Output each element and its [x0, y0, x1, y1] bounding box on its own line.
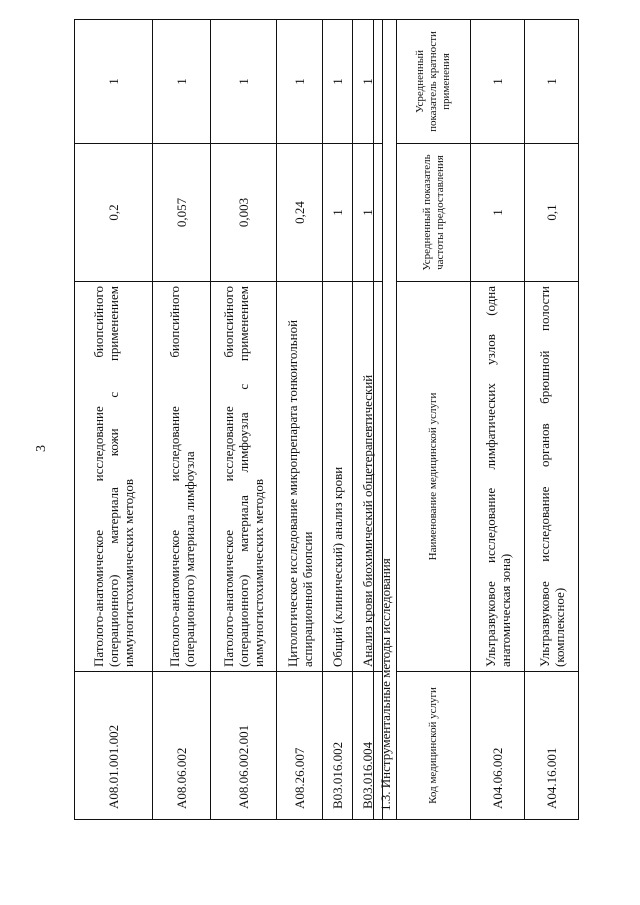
frequency-value: 1 [323, 144, 353, 282]
table-row [471, 19, 525, 819]
service-name: Патолого-анатомическое исследование биопсийного (операционного) материала кожи с применением иммуногистохимических методов [75, 282, 153, 672]
service-name: Цитологическое исследование микропрепарата тонкоигольной аспирационной биопсии [277, 282, 323, 672]
service-code: A08.26.007 [277, 672, 323, 820]
header-multiplicity: Усредненный показатель кратности применения [397, 19, 471, 143]
table-row [75, 20, 153, 820]
services-table-continued [74, 19, 383, 820]
service-code: A08.01.001.002 [75, 672, 153, 820]
multiplicity-value: 1 [353, 20, 383, 144]
service-name: Патолого-анатомическое исследование биопсийного (операционного) материала лимфоузла с применением иммуногистохимических методов [211, 282, 277, 672]
service-code: B03.016.002 [323, 672, 353, 820]
frequency-value: 1 [353, 144, 383, 282]
frequency-value: 0,003 [211, 144, 277, 282]
table-row [323, 20, 353, 820]
multiplicity-value: 1 [153, 20, 211, 144]
service-name: Общий (клинический) анализ крови [323, 282, 353, 672]
multiplicity-value: 1 [75, 20, 153, 144]
service-name: Ультразвуковое исследование лимфатических узлов (одна анатомическая зона) [471, 282, 525, 672]
table-row [153, 20, 211, 820]
multiplicity-value: 1 [323, 20, 353, 144]
frequency-value: 0,2 [75, 144, 153, 282]
section-title: 1.3. Инструментальные методы исследования [374, 19, 397, 819]
service-code: A08.06.002.001 [211, 672, 277, 820]
service-code: A04.16.001 [525, 672, 579, 820]
multiplicity-value: 1 [211, 20, 277, 144]
header-name: Наименование медицинской услуги [397, 282, 471, 672]
page-number: 3 [34, 445, 49, 452]
service-name: Ультразвуковое исследование органов брюшной полости (комплексное) [525, 282, 579, 672]
service-code: A08.06.002 [153, 672, 211, 820]
table-row [525, 19, 579, 819]
service-name: Анализ крови биохимический общетерапевтический [353, 282, 383, 672]
service-code: B03.016.004 [353, 672, 383, 820]
instrumental-methods-table [373, 19, 579, 820]
header-frequency: Усредненный показатель частоты предоставления [397, 144, 471, 282]
frequency-value: 0,24 [277, 144, 323, 282]
table-row [211, 20, 277, 820]
service-code: A04.06.002 [471, 672, 525, 820]
multiplicity-value: 1 [525, 19, 579, 143]
multiplicity-value: 1 [277, 20, 323, 144]
section-row [374, 19, 397, 819]
table-row [277, 20, 323, 820]
header-code: Код медицинской услуги [397, 672, 471, 820]
header-row [397, 19, 471, 819]
multiplicity-value: 1 [471, 19, 525, 143]
service-name: Патолого-анатомическое исследование биопсийного (операционного) материала лимфоузла [153, 282, 211, 672]
frequency-value: 0,057 [153, 144, 211, 282]
frequency-value: 1 [471, 144, 525, 282]
frequency-value: 0,1 [525, 144, 579, 282]
